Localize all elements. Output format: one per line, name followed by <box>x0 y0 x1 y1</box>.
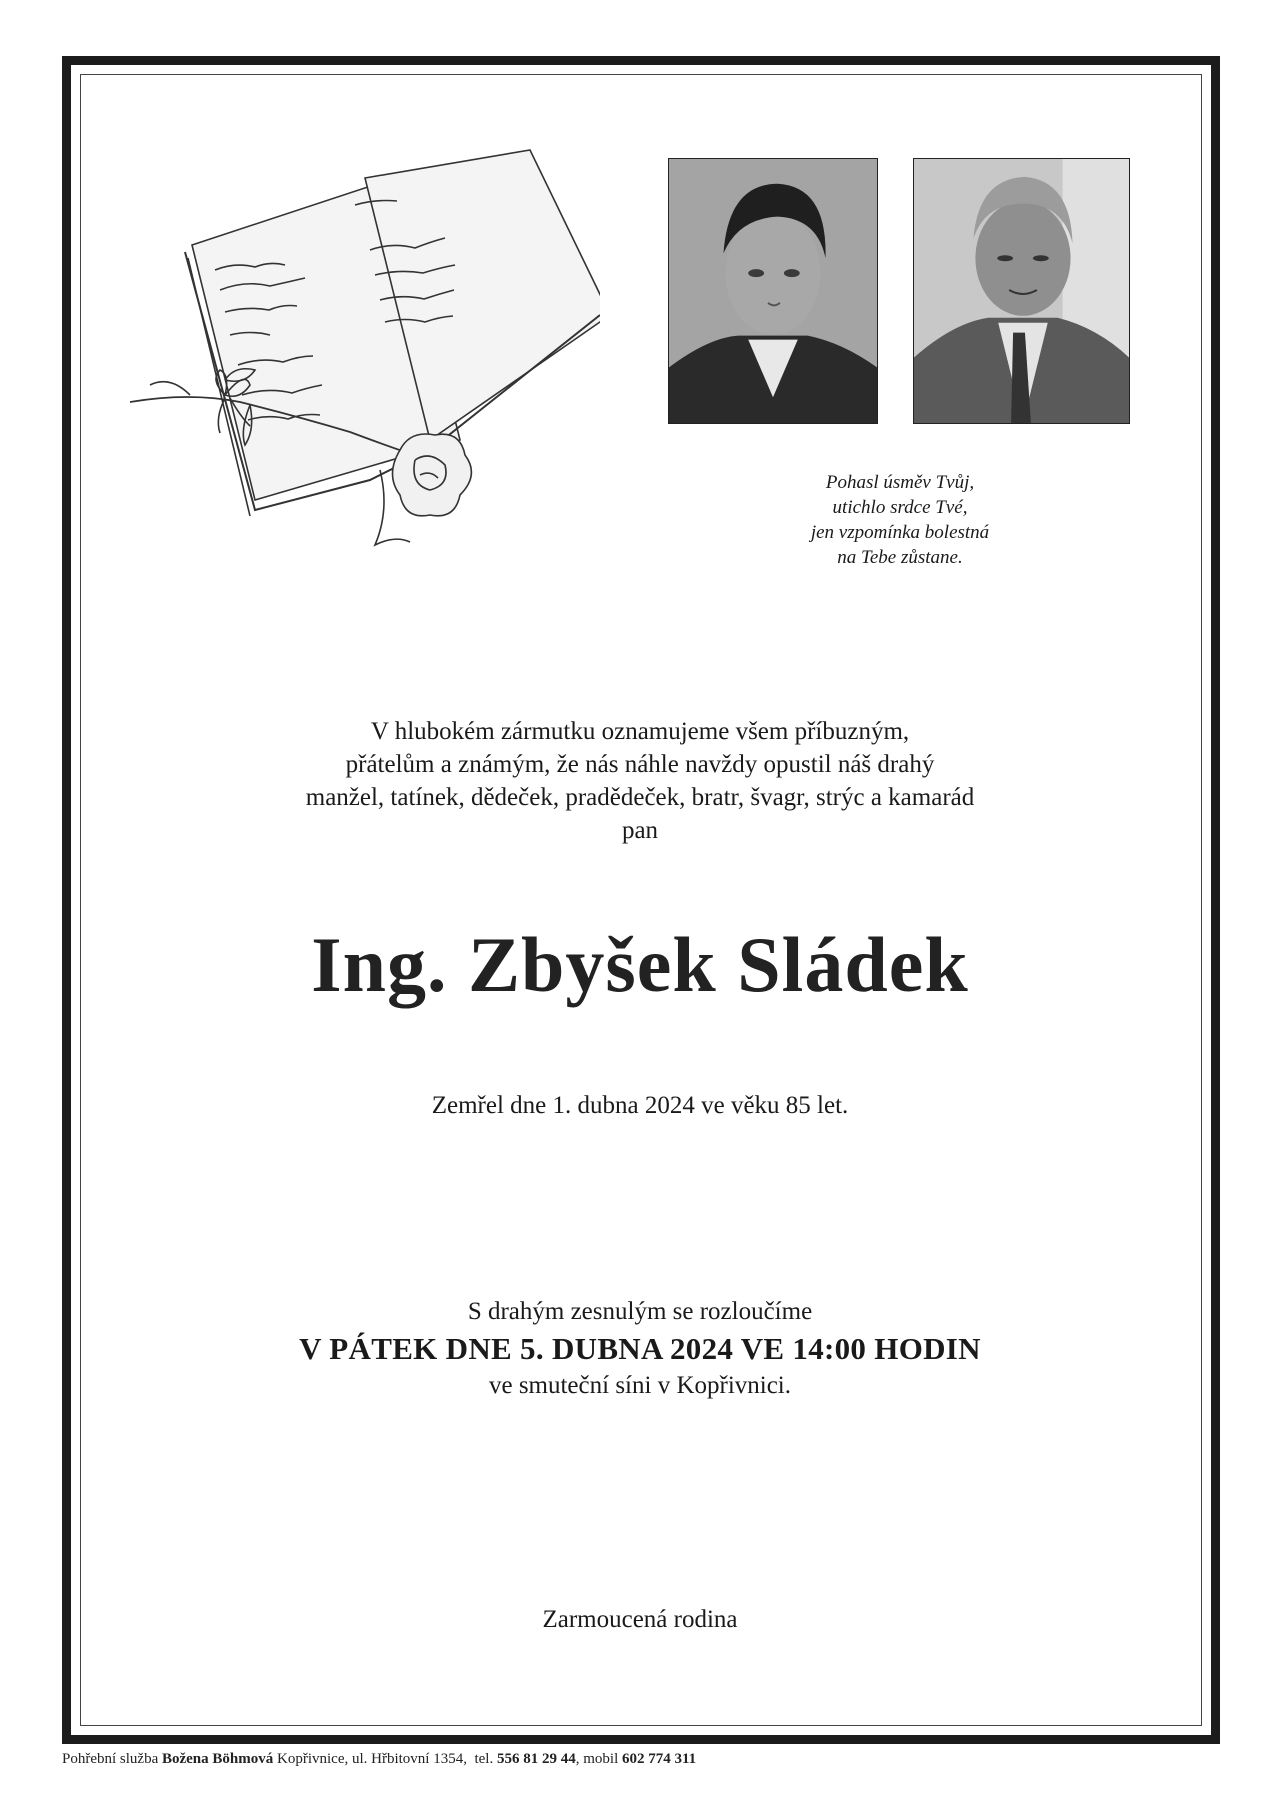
poem-line: jen vzpomínka bolestná <box>810 522 990 543</box>
announcement-text <box>140 715 1140 847</box>
poem-line: Pohasl úsměv Tvůj, <box>825 472 975 493</box>
farewell-place: ve smuteční síni v Kopřivnici. <box>488 1372 792 1399</box>
footer-mobile-label: mobil <box>583 1751 619 1767</box>
announcement-line: manžel, tatínek, dědeček, pradědeček, bratr, švagr, strýc a kamarád <box>305 784 975 811</box>
family-signature: Zarmoucená rodina <box>542 1606 738 1633</box>
footer-service-prefix: Pohřební služba <box>62 1751 159 1767</box>
poem-line: utichlo srdce Tvé, <box>832 497 968 518</box>
poem-line: na Tebe zůstane. <box>837 547 963 568</box>
death-info: Zemřel dne 1. dubna 2024 ve věku 85 let. <box>431 1092 849 1119</box>
announcement-line: pan <box>621 817 659 844</box>
farewell-date-time: V PÁTEK DNE 5. DUBNA 2024 VE 14:00 HODIN <box>299 1331 981 1366</box>
announcement-line: V hlubokém zármutku oznamujeme všem příbuzným, <box>370 718 910 745</box>
footer-owner: Božena Böhmová <box>161 1751 274 1767</box>
footer-tel: 556 81 29 44 <box>496 1751 576 1767</box>
portrait-photo-older <box>913 158 1130 424</box>
footer-address: Kopřivnice, ul. Hřbitovní 1354, <box>277 1751 467 1767</box>
announcement-line: přátelům a známým, že nás náhle navždy opustil náš drahý <box>345 751 935 778</box>
footer-mobile: 602 774 311 <box>622 1751 697 1767</box>
funeral-service-footer: Pohřební služba Božena Böhmová Kopřivnice, ul. Hřbitovní 1354, tel. 556 81 29 44, mobil 602 774 311 <box>62 1751 697 1767</box>
farewell-lead: S drahým zesnulým se rozloučíme <box>467 1298 813 1325</box>
memorial-poem <box>720 470 1080 570</box>
footer-tel-label: tel. <box>474 1751 494 1767</box>
book-rose-illustration <box>130 140 600 560</box>
portrait-photo-young <box>668 158 878 424</box>
deceased-name: Ing. Zbyšek Sládek <box>311 921 969 1008</box>
farewell-info <box>140 1295 1140 1403</box>
